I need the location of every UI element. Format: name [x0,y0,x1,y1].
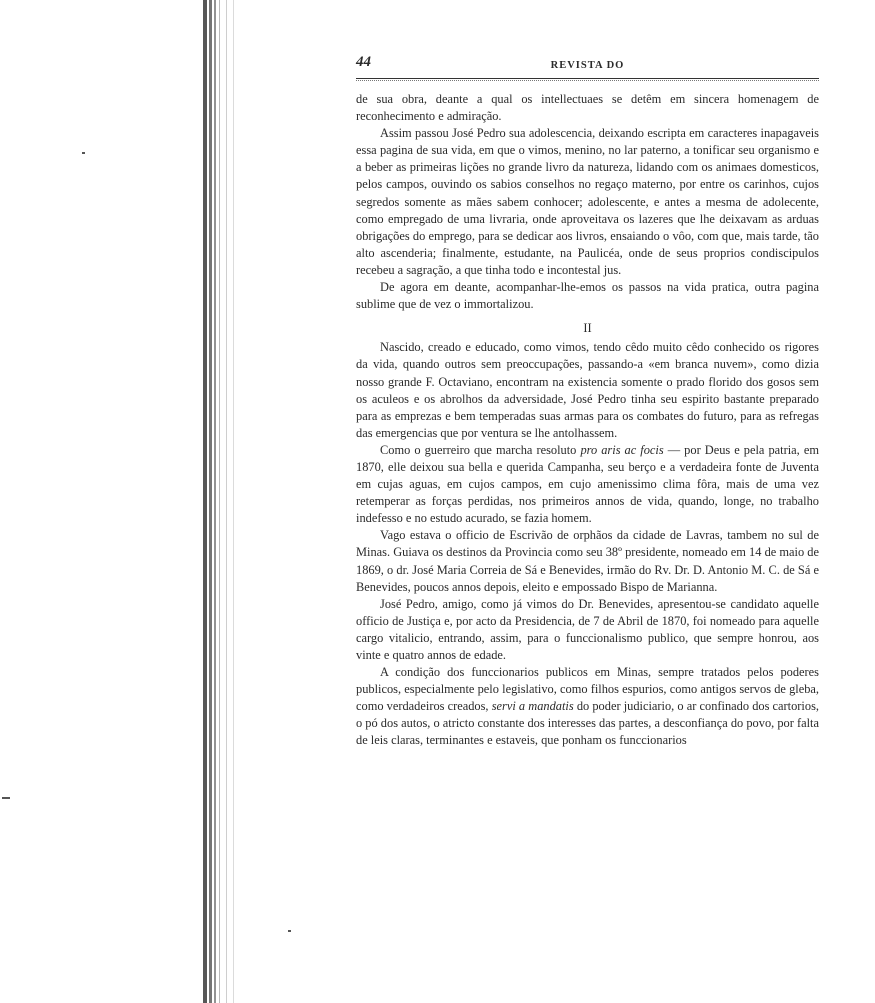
paragraph: Vago estava o officio de Escrivão de orphãos da cidade de Lavras, tambem no sul de Minas. Guiava os destinos da Provincia como seu 38º presidente, nomeado em 14 de maio de 1869, o dr. José Maria Correia de Sá e Benevides, irmão do Rv. Dr. D. Antonio M. C. de Sá e Benevides, poucos annos depois, eleito e empossado Bispo de Marianna. [356,528,819,594]
paragraph [356,442,819,527]
paragraph: Nascido, creado e educado, como vimos, tendo cêdo muito cêdo conhecido os rigores da vida, quando outros sem preoccupações, passando-a «em branca nuvem», como dizia nosso grande F. Octaviano, encontram na existencia somente o prado florido dos gosos sem os aculeos e os abrolhos da adversidade, José Pedro tinha seu espirito bastante preparado para as emprezas e bem temperadas suas armas para os combates do futuro, para as refregas das emergencias que por ventura se lhe antolhassem. [356,340,819,440]
body-text [356,91,819,750]
paragraph: de sua obra, deante a qual os intellectuaes se detêm em sincera homenagem de reconhecimento e admiração. [356,92,819,124]
paragraph-text: A condição dos funccionarios publicos em Minas, sempre tratados pelos poderes publicos, especialmente pelo legislativo, como filhos espurios, como antigos servos de gleba, como verdadeiros creados, [356,665,819,714]
running-title: REVISTA DO [550,60,625,71]
paragraph-text: do poder judiciario, o ar confinado dos cartorios, o pó dos autos, o atricto constante dos interesses das partes, a desconfiança do povo, por falta de leis claras, terminantes e estaveis, que ponham os funccionarios [356,699,819,748]
paragraph: De agora em deante, acompanhar-lhe-emos os passos na vida pratica, outra pagina sublime que de vez o immortalizou. [356,280,819,312]
header-rule [356,78,819,79]
paragraph-text: Como o guerreiro que marcha resoluto [380,442,577,457]
document-page [356,54,819,750]
paragraph: José Pedro, amigo, como já vimos do Dr. Benevides, apresentou-se candidato aquelle officio de Justiça e, por acto da Presidencia, de 7 de Abril de 1870, foi nomeado para aquelle cargo vitalicio, entrando, assim, para o funccionalismo publico, que sempre honrou, aos vinte e quatro annos de edade. [356,596,819,662]
book-gutter [0,0,240,1003]
running-head [356,54,819,76]
paragraph: Assim passou José Pedro sua adolescencia, deixando escripta em caracteres inapagaveis essa pagina de sua vida, em que o vimos, menino, no lar paterno, a tonificar seu organismo e a beber as primeiras lições no grande livro da natureza, lidando com os animaes domesticos, pelos campos, ouvindo os sabios conselhos no regaço materno, por entre os carinhos, cujos segredos somente as mães sabem conhocer; adolescente, e antes a mesma de adolecente, como empregado de uma livraria, onde aproveitava os lazeres que lhe deixavam as arduas obrigações do emprego, para se dedicar aos livros, ensaiando o vôo, com que, mais tarde, tão alto ascenderia; finalmente, estudante, na Paulicéa, onde de seus proprios condiscipulos recebeu a sagração, a que tinha todo e incontestal jus. [356,126,819,277]
latin-phrase: pro aris ac focis [580,442,664,457]
latin-phrase: servi a mandatis [491,699,574,714]
section-number: II [583,321,592,336]
paragraph-text: — por Deus e pela patria, em 1870, elle deixou sua bella e querida Campanha, seu berço e a verdadeira fonte de Juventa em cujas aguas, em cujos campos, em cujo amenissimo clima fôra, mais de uma vez retemperar as forças perdidas, nos primeiros annos de vida, quando, longe, no trabalho indefesso e no estudo acurado, se fazia homem. [356,442,819,526]
paragraph [356,664,819,749]
page-number: 44 [356,54,371,70]
